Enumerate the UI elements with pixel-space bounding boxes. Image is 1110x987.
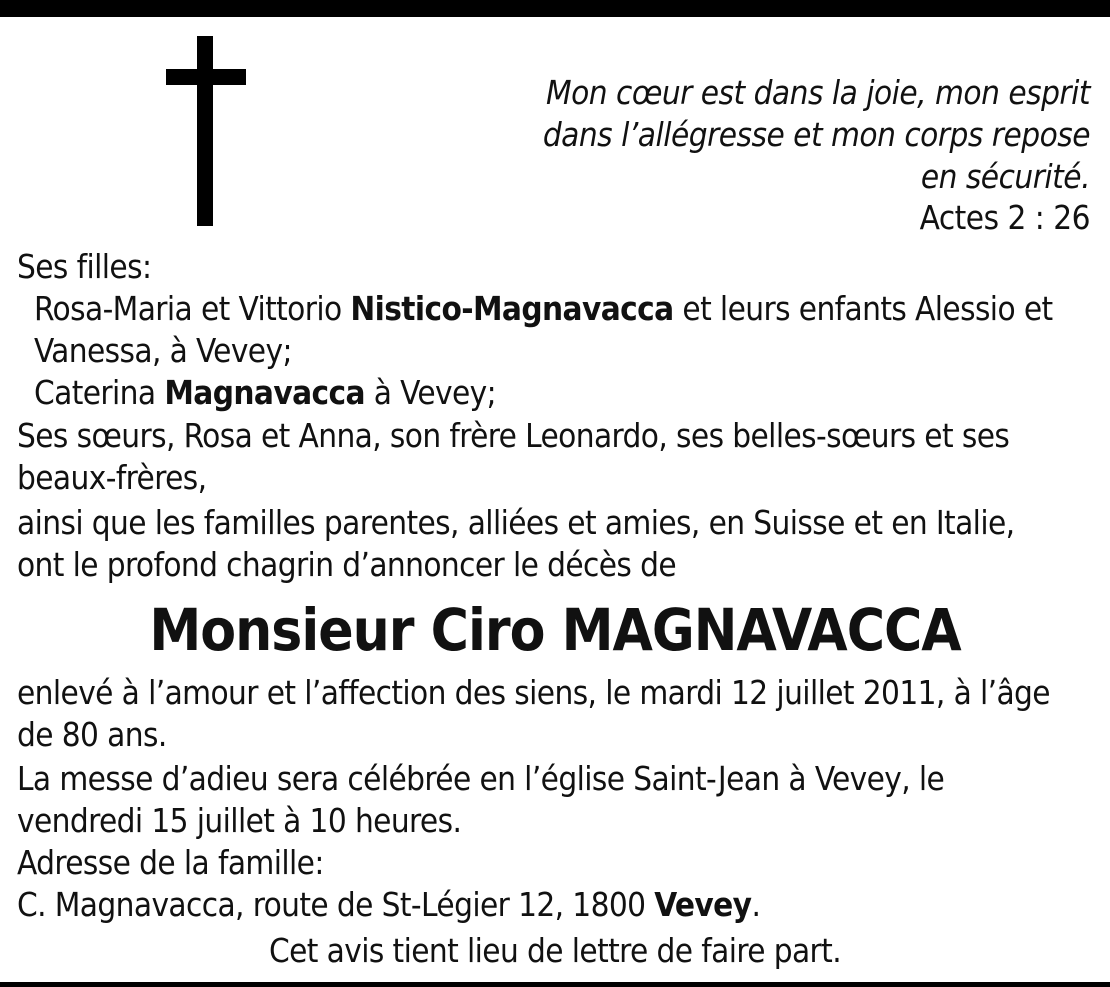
surname: Magnavacca (164, 373, 365, 412)
siblings-line: Ses sœurs, Rosa et Anna, son frère Leonardo, ses belles-sœurs et ses (17, 416, 1010, 455)
siblings-line: beaux-frères, (17, 458, 207, 497)
top-border (0, 0, 1110, 17)
surname: Nistico-Magnavacca (350, 289, 674, 328)
daughter-1: Rosa-Maria et Vittorio Nistico-Magnavacca et leurs enfants Alessio et (34, 289, 1053, 328)
announcement-line: ont le profond chagrin d’annoncer le décès de (17, 545, 677, 584)
family-address: C. Magnavacca, route de St-Légier 12, 1800 Vevey. (17, 885, 761, 924)
verse-line: dans l’allégresse et mon corps repose (542, 115, 1090, 154)
death-details: enlevé à l’amour et l’affection des siens, le mardi 12 juillet 2011, à l’âge (17, 673, 1050, 712)
verse-reference: Actes 2 : 26 (919, 198, 1090, 237)
bible-verse (450, 72, 1090, 198)
verse-line: en sécurité. (920, 157, 1090, 196)
daughter-2: Caterina Magnavacca à Vevey; (34, 373, 497, 412)
footer-note: Cet avis tient lieu de lettre de faire part. (268, 931, 842, 970)
mass-details: La messe d’adieu sera célébrée en l’église Saint-Jean à Vevey, le (17, 759, 945, 798)
daughter-1-cont: Vanessa, à Vevey; (34, 331, 292, 370)
city: Vevey (654, 885, 752, 924)
bottom-border (0, 982, 1110, 987)
deceased-name: Monsieur Ciro MAGNAVACCA (149, 596, 961, 664)
mass-details: vendredi 15 juillet à 10 heures. (17, 801, 462, 840)
verse-line: Mon cœur est dans la joie, mon esprit (545, 73, 1090, 112)
daughters-heading: Ses filles: (17, 247, 152, 286)
address-heading: Adresse de la famille: (17, 843, 324, 882)
cross-icon (166, 36, 246, 226)
relatives-line: ainsi que les familles parentes, alliées et amies, en Suisse et en Italie, (17, 503, 1015, 542)
death-details: de 80 ans. (17, 715, 167, 754)
